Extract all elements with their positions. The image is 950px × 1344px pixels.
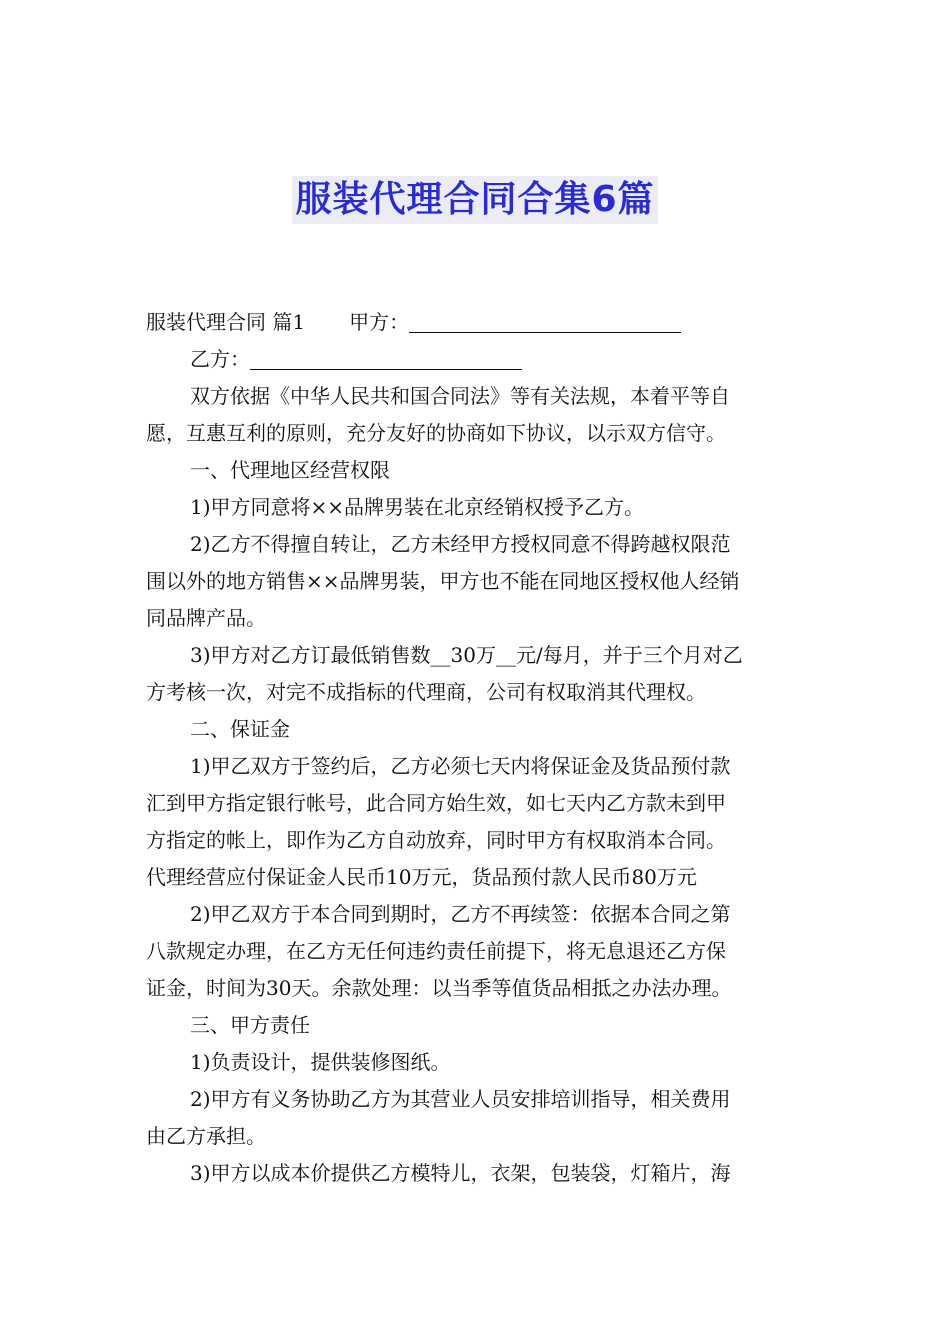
paragraph-line: 由乙方承担。 [146, 1124, 266, 1148]
party-b-blank [250, 347, 522, 370]
party-a-label: 甲方： [349, 310, 410, 334]
paragraph-line: 代理经营应付保证金人民币10万元，货品预付款人民币80万元 [146, 865, 697, 889]
party-b-line [146, 341, 806, 378]
paragraph-line: 1)甲乙双方于签约后，乙方必须七天内将保证金及货品预付款 [190, 754, 731, 778]
paragraph-line: 3)甲方对乙方订最低销售数__30万__元/每月，并于三个月对乙 [190, 643, 743, 667]
paragraph-line: 2)甲乙双方于本合同到期时，乙方不再续签：依据本合同之第 [190, 902, 731, 926]
paragraph-line: 方考核一次，对完不成指标的代理商，公司有权取消其代理权。 [146, 680, 706, 704]
party-b-label: 乙方： [190, 347, 250, 371]
document-body [146, 304, 806, 1192]
paragraph-line: 1)负责设计，提供装修图纸。 [190, 1050, 451, 1074]
paragraph-line: 2)乙方不得擅自转让，乙方未经甲方授权同意不得跨越权限范 [190, 532, 731, 556]
paragraph-line: 双方依据《中华人民共和国合同法》等有关法规，本着平等自 [190, 384, 730, 408]
section-label: 服装代理合同 篇1 [146, 310, 306, 334]
paragraph-line: 证金，时间为30天。余款处理：以当季等值货品相抵之办法办理。 [146, 976, 732, 1000]
paragraph-line: 愿，互惠互利的原则，充分友好的协商如下协议，以示双方信守。 [146, 421, 726, 445]
paragraph-line: 方指定的帐上，即作为乙方自动放弃，同时甲方有权取消本合同。 [146, 828, 726, 852]
paragraph-line: 围以外的地方销售××品牌男装，甲方也不能在同地区授权他人经销 [146, 569, 740, 593]
party-a-blank [409, 310, 681, 333]
paragraph-line: 1)甲方同意将××品牌男装在北京经销权授予乙方。 [190, 495, 645, 519]
paragraph-line: 八款规定办理，在乙方无任何违约责任前提下，将无息退还乙方保 [146, 939, 726, 963]
document-title-container [0, 176, 950, 224]
paragraph-line: 2)甲方有义务协助乙方为其营业人员安排培训指导，相关费用 [190, 1087, 731, 1111]
document-title: 服装代理合同合集6篇 [292, 176, 657, 224]
section-heading-1: 一、代理地区经营权限 [190, 458, 390, 482]
paragraph-line: 汇到甲方指定银行帐号，此合同方始生效，如七天内乙方款未到甲 [146, 791, 726, 815]
section-heading-2: 二、保证金 [190, 717, 290, 741]
paragraph-line: 同品牌产品。 [146, 606, 266, 630]
section-heading-3: 三、甲方责任 [190, 1013, 310, 1037]
paragraph-line: 3)甲方以成本价提供乙方模特儿，衣架，包装袋，灯箱片，海 [190, 1161, 731, 1185]
header-line [146, 304, 806, 341]
